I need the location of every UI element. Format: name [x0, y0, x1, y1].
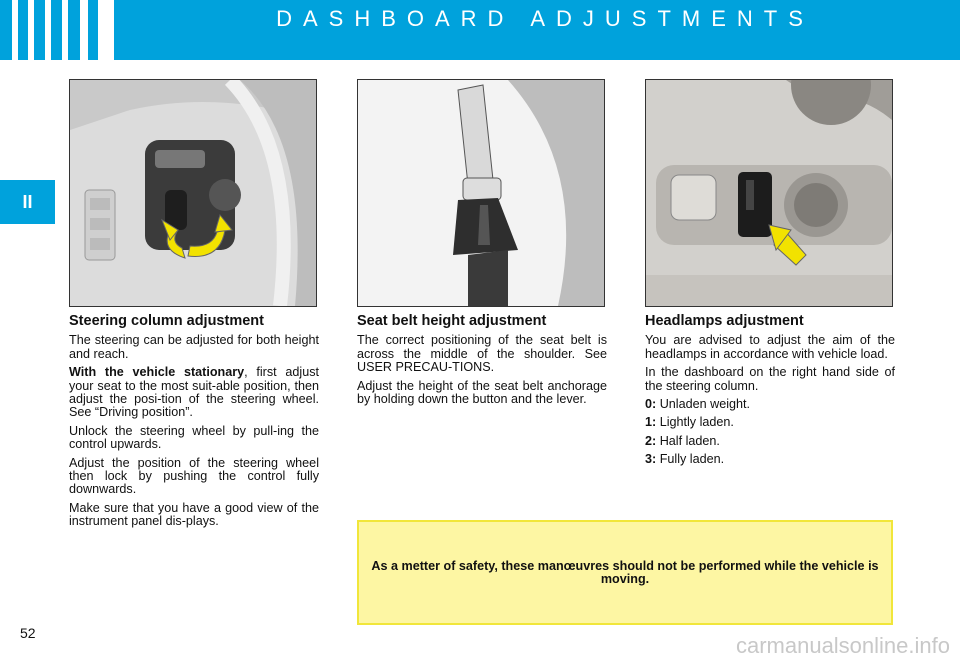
headlamps-paragraph: In the dashboard on the right hand side of the steering column.: [645, 365, 895, 393]
load-setting-item: [645, 453, 895, 466]
steering-paragraph: Adjust the position of the steering wheel then lock by pushing the control fully downwards.: [69, 455, 319, 497]
seat-belt-photo: [357, 79, 605, 307]
watermark: carmanualsonline.info: [735, 633, 950, 658]
load-setting-text: Lightly laden.: [659, 415, 734, 430]
header-stripe: [45, 0, 51, 60]
load-setting-key: 2:: [645, 433, 657, 448]
seat-belt-section: [357, 315, 607, 411]
stationary-text: , first adjust your seat to the most suit-able position, then adjust the posi-tion of the steering wheel. See “Driving position”.: [69, 365, 319, 420]
page-header: [0, 0, 960, 60]
steering-column-photo: [69, 79, 317, 307]
load-setting-text: Unladen weight.: [659, 397, 751, 412]
steering-paragraph: Make sure that you have a good view of the instrument panel dis-plays.: [69, 500, 319, 529]
steering-paragraph: Unlock the steering wheel by pull-ing the control upwards.: [69, 423, 319, 452]
load-setting-key: 0:: [645, 397, 657, 412]
headlamps-heading: Headlamps adjustment: [645, 313, 804, 329]
stationary-note: With the vehicle stationary: [69, 365, 245, 380]
headlamps-section: [645, 315, 895, 472]
page-number: 52: [20, 625, 36, 641]
seat-belt-paragraph: Adjust the height of the seat belt anchorage by holding down the button and the lever.: [357, 378, 607, 407]
safety-warning-text: As a metter of safety, these manœuvres should not be performed while the vehicle is moving.: [371, 559, 879, 586]
load-setting-item: [645, 398, 895, 411]
safety-warning-box: [357, 520, 893, 625]
load-setting-key: 1:: [645, 415, 657, 430]
headlamp-adjuster-photo: [645, 79, 893, 307]
load-setting-item: [645, 435, 895, 448]
steering-column-section: [69, 315, 319, 534]
load-setting-item: [645, 416, 895, 429]
header-stripe: [28, 0, 34, 60]
headlamps-paragraph: You are advised to adjust the aim of the headlamps in accordance with vehicle load.: [645, 333, 895, 361]
header-stripe: [98, 0, 114, 60]
load-setting-text: Fully laden.: [659, 452, 725, 467]
steering-paragraph: The steering can be adjusted for both height and reach.: [69, 333, 319, 361]
header-stripe: [12, 0, 18, 60]
load-setting-key: 3:: [645, 452, 657, 467]
seat-belt-paragraph: The correct positioning of the seat belt is across the middle of the shoulder. See USER PRECAU-TIONS.: [357, 333, 607, 375]
section-tab: II: [0, 180, 55, 224]
load-setting-text: Half laden.: [659, 433, 720, 448]
steering-column-heading: Steering column adjustment: [69, 313, 264, 329]
header-stripe: [62, 0, 68, 60]
seat-belt-heading: Seat belt height adjustment: [357, 313, 547, 329]
header-stripe: [80, 0, 88, 60]
steering-paragraph: [69, 366, 319, 420]
page-title: DASHBOARD ADJUSTMENTS: [276, 6, 814, 31]
